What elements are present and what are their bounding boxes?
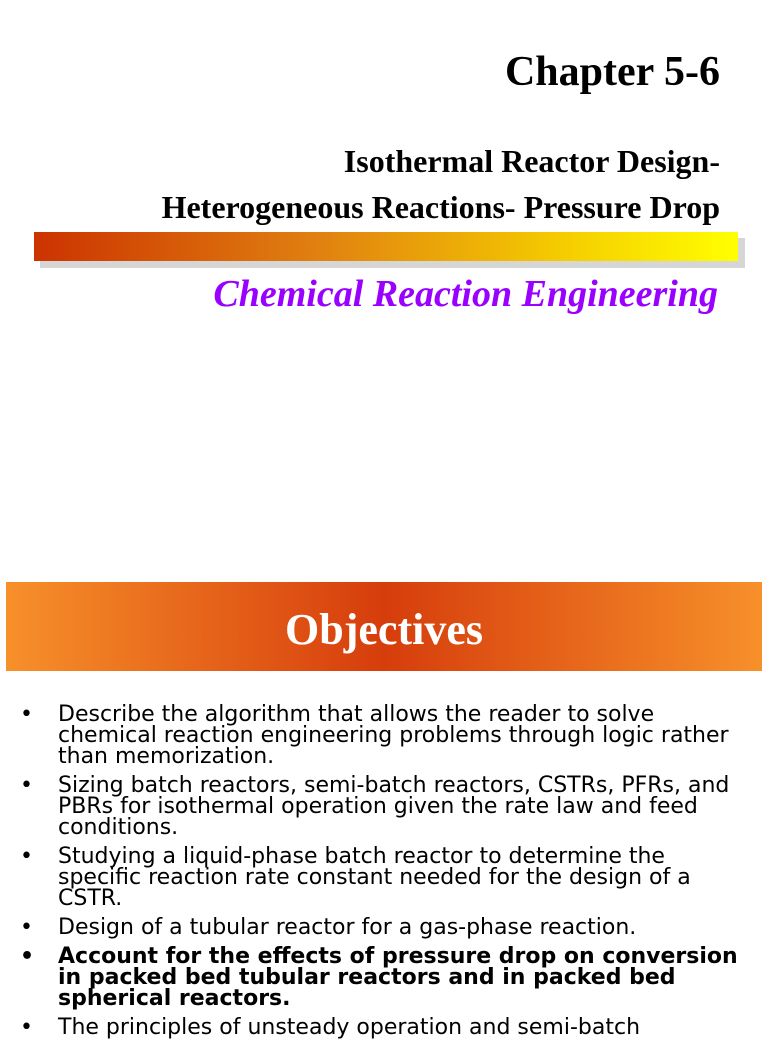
list-item [20,704,750,767]
list-item [20,846,750,909]
list-item-text: Describe the algorithm that allows the reader to solve chemical reaction engineering problems through logic rather than memorization. [58,702,729,769]
list-item-text: The principles of unsteady operation and semi-batch [58,1015,641,1040]
list-item [20,775,750,838]
bullet-icon: • [20,702,33,727]
subtitle-line-1: Isothermal Reactor Design- [343,143,720,179]
objectives-banner [6,582,762,671]
list-item [20,1017,750,1038]
accent-bar [34,232,738,261]
bullet-icon: • [20,1015,33,1040]
list-item-text: Design of a tubular reactor for a gas-phase reaction. [58,915,637,940]
slide-subtitle [162,138,720,230]
subtitle-line-2: Heterogeneous Reactions- Pressure Drop [161,189,720,225]
bullet-icon: • [20,844,33,869]
list-item [20,946,750,1009]
objectives-list [20,704,750,1046]
list-item-text: Account for the effects of pressure drop on conversion in packed bed tubular reactors and in packed bed spherical reactors. [58,944,738,1011]
chapter-title: Chapter 5-6 [504,49,720,95]
list-item-text: Sizing batch reactors, semi-batch reactors, CSTRs, PFRs, and PBRs for isothermal operation given the rate law and feed conditions. [58,773,730,840]
list-item-text: Studying a liquid-phase batch reactor to determine the specific reaction rate constant needed for the design of a CSTR. [58,844,691,911]
list-item [20,917,750,938]
objectives-title: Objectives [285,605,483,654]
bullet-icon: • [20,773,33,798]
course-title: Chemical Reaction Engineering [213,273,718,315]
bullet-icon: • [20,944,35,969]
bullet-icon: • [20,915,33,940]
